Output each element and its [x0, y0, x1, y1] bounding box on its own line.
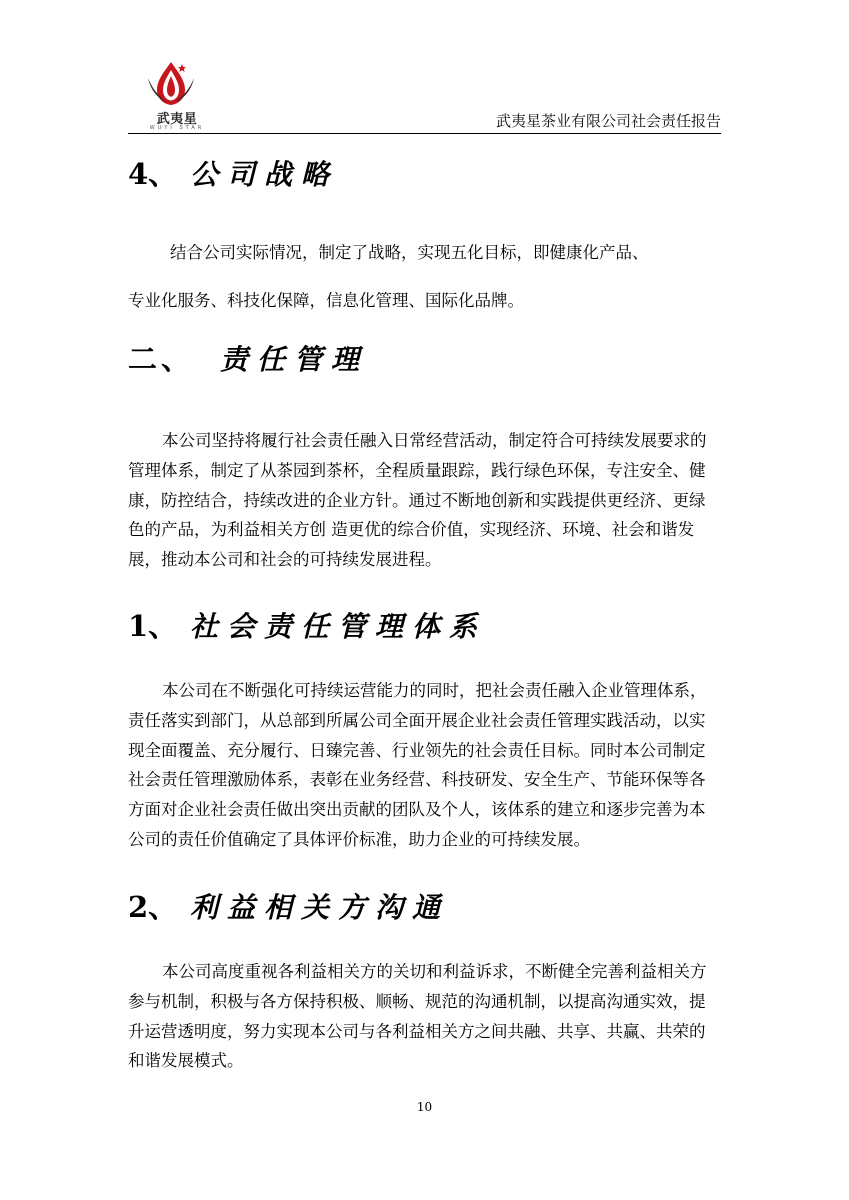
- logo-wordmark: 武夷星: [156, 112, 198, 127]
- paragraph-line: 参与机制，积极与各方保持积极、顺畅、规范的沟通机制，以提高沟通实效，提: [128, 991, 706, 1011]
- paragraph-line: 结合公司实际情况，制定了战略，实现五化目标，即健康化产品、: [170, 243, 649, 262]
- paragraph-responsibility-management: [128, 426, 722, 575]
- paragraph-line: 社会责任管理激励体系，表彰在业务经营、科技研发、安全生产、节能环保等各: [128, 770, 706, 790]
- paragraph-line: 本公司在不断强化可持续运营能力的同时，把社会责任融入企业管理体系，: [162, 681, 707, 700]
- paragraph-line: 专业化服务、科技化保障，信息化管理、国际化品牌。: [128, 291, 524, 310]
- paragraph-company-strategy: [128, 229, 722, 325]
- paragraph-line: 康，防控结合，持续改进的企业方针。通过不断地创新和实践提供更经济、更绿: [128, 490, 706, 510]
- heading-title: 利益相关方沟通: [190, 891, 450, 924]
- heading-responsibility-management: [128, 342, 369, 376]
- paragraph-line: 管理体系，制定了从茶园到茶杯，全程质量跟踪，践行绿色环保，专注安全、健: [128, 460, 706, 480]
- heading-csr-management-system: [128, 609, 487, 643]
- paragraph-line: 公司的责任价值确定了具体评价标准，助力企业的可持续发展。: [128, 829, 590, 849]
- company-logo: [134, 58, 208, 132]
- wuyi-star-logo-icon: [134, 58, 208, 108]
- paragraph-stakeholder-communication: [128, 957, 722, 1076]
- paragraph-line: 责任落实到部门，从总部到所属公司全面开展企业社会责任管理实践活动，以实: [128, 710, 706, 730]
- logo-subtext: WUYI STAR: [149, 125, 205, 131]
- heading-number: 1、: [128, 609, 178, 643]
- heading-number: 4、: [128, 157, 178, 191]
- paragraph-line: 本公司高度重视各利益相关方的关切和利益诉求，不断健全完善利益相关方: [162, 962, 707, 981]
- paragraph-line: 和谐发展模式。: [128, 1051, 244, 1071]
- paragraph-line: 现全面覆盖、充分履行、日臻完善、行业领先的社会责任目标。同时本公司制定: [128, 740, 706, 760]
- page-header: [128, 56, 721, 134]
- header-divider: [128, 133, 721, 134]
- paragraph-line: 方面对企业社会责任做出突出贡献的团队及个人，该体系的建立和逐步完善为本: [128, 800, 706, 820]
- paragraph-line: 本公司坚持将履行社会责任融入日常经营活动，制定符合可持续发展要求的: [162, 431, 707, 450]
- heading-title: 公司战略: [190, 158, 339, 191]
- page-number: 10: [416, 1100, 433, 1114]
- heading-company-strategy: [128, 157, 339, 191]
- paragraph-line: 升运营透明度，努力实现本公司与各利益相关方之间共融、共享、共赢、共荣的: [128, 1021, 706, 1041]
- heading-number: 二、: [128, 342, 195, 376]
- heading-title: 责任管理: [220, 343, 369, 376]
- paragraph-line: 色的产品，为利益相关方创 造更优的综合价值，实现经济、环境、社会和谐发: [128, 520, 695, 540]
- heading-stakeholder-communication: [128, 890, 450, 924]
- report-title: 武夷星茶业有限公司社会责任报告: [495, 112, 721, 130]
- heading-title: 社会责任管理体系: [190, 610, 487, 643]
- heading-number: 2、: [128, 890, 178, 924]
- paragraph-line: 展，推动本公司和社会的可持续发展进程。: [128, 550, 442, 570]
- paragraph-csr-management-system: [128, 676, 722, 855]
